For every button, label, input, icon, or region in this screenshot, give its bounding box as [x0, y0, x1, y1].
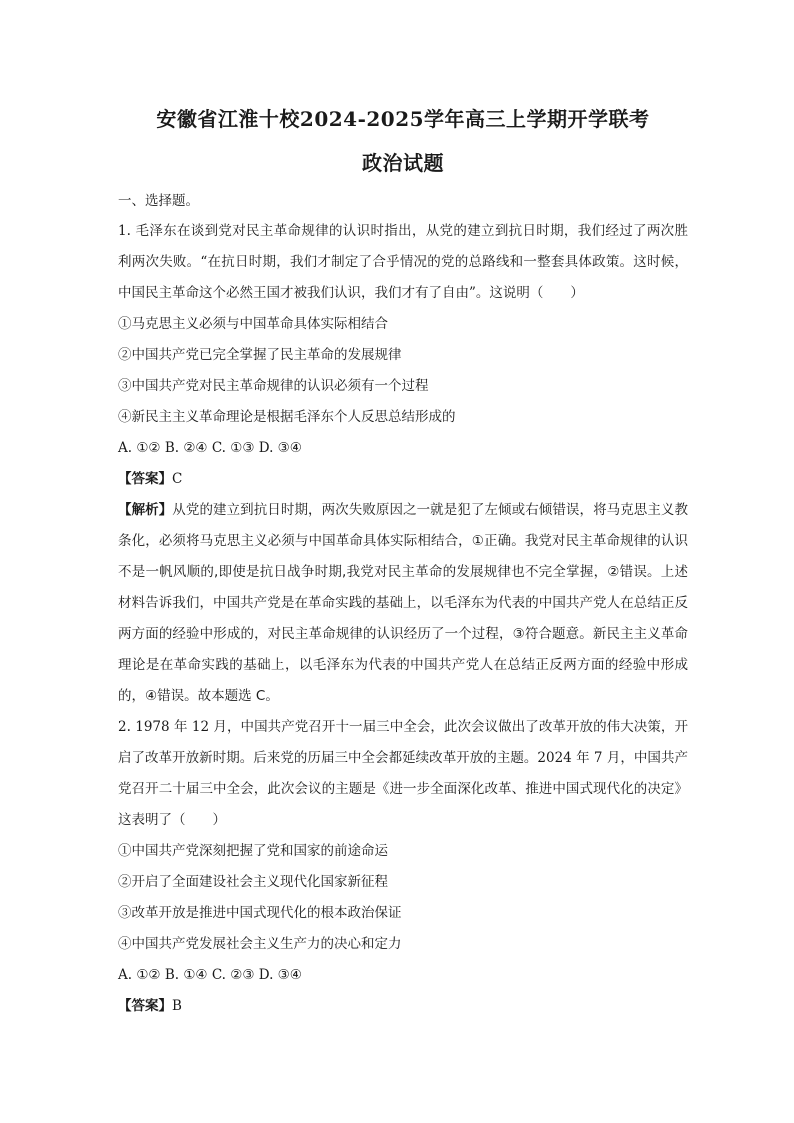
question-option: ④新民主主义革命理论是根据毛泽东个人反思总结形成的 — [118, 409, 456, 425]
answer-value: B — [172, 998, 182, 1014]
document-content — [118, 100, 688, 1022]
question-stem: 2. 1978 年 12 月，中国共产党召开十一届三中全会，此次会议做出了改革开放的伟大决策，开启了改革开放新时期。后来党的历届三中全会都延续改革开放的主题。2024 年 7 月，中国共产党召开二十届三中全会，此次会议的主题是《进一步全面深化改革、推进中国式现代化的决定》 这表明了（ ） — [118, 719, 688, 828]
question-stem: 1. 毛泽东在谈到党对民主革命规律的认识时指出，从党的建立到抗日时期，我们经过了两次胜利两次失败。“在抗日时期，我们才制定了合乎情况的党的总路线和一整套具体政策。这时候，中国民主革命这个必然王国才被我们认识，我们才有了自由”。这说明（ ） — [118, 223, 688, 301]
question-choices: A. ①② B. ①④ C. ②③ D. ③④ — [118, 967, 302, 983]
answer-tag: 【答案】 — [118, 998, 172, 1014]
answer-line — [118, 991, 688, 1022]
analysis-paragraph — [118, 495, 688, 712]
question-option: ②中国共产党已完全掌握了民主革命的发展规律 — [118, 347, 402, 363]
question-1 — [118, 216, 688, 712]
page-subtitle: 政治试题 — [362, 151, 444, 175]
analysis-text: 从党的建立到抗日时期，两次失败原因之一就是犯了左倾或右倾错误，将马克思主义教条化，必须将马克思主义必须与中国革命具体实际相结合，①正确。我党对民主革命规律的认识不是一帆风顺的,即使是抗日战争时期,我党对民主革命的发展规律也不完全掌握，②错误。上述材料告诉我们，中国共产党是在革命实践的基础上，以毛泽东为代表的中国共产党人在总结正反两方面的经验中形成的，对民主革命规律的认识经历了一个过程，③符合题意。新民主主义革命理论是在革命实践的基础上，以毛泽东为代表的中国共产党人在总结正反两方面的经验中形成的，④错误。故本题选 C。 — [118, 502, 689, 704]
question-2 — [118, 712, 688, 1022]
question-option: ②开启了全面建设社会主义现代化国家新征程 — [118, 874, 388, 890]
question-option: ④中国共产党发展社会主义生产力的决心和定力 — [118, 936, 402, 952]
question-option: ①中国共产党深刻把握了党和国家的前途命运 — [118, 843, 388, 859]
question-choices: A. ①② B. ②④ C. ①③ D. ③④ — [118, 440, 302, 456]
section-heading: 一、选择题。 — [118, 193, 199, 209]
answer-line — [118, 464, 688, 495]
answer-tag: 【答案】 — [118, 471, 172, 487]
analysis-tag: 【解析】 — [118, 502, 173, 518]
answer-value: C — [172, 471, 183, 487]
question-option: ③改革开放是推进中国式现代化的根本政治保证 — [118, 905, 402, 921]
page-title: 安徽省江淮十校2024-2025学年高三上学期开学联考 — [156, 107, 650, 131]
question-option: ①马克思主义必须与中国革命具体实际相结合 — [118, 316, 388, 332]
question-option: ③中国共产党对民主革命规律的认识必须有一个过程 — [118, 378, 429, 394]
